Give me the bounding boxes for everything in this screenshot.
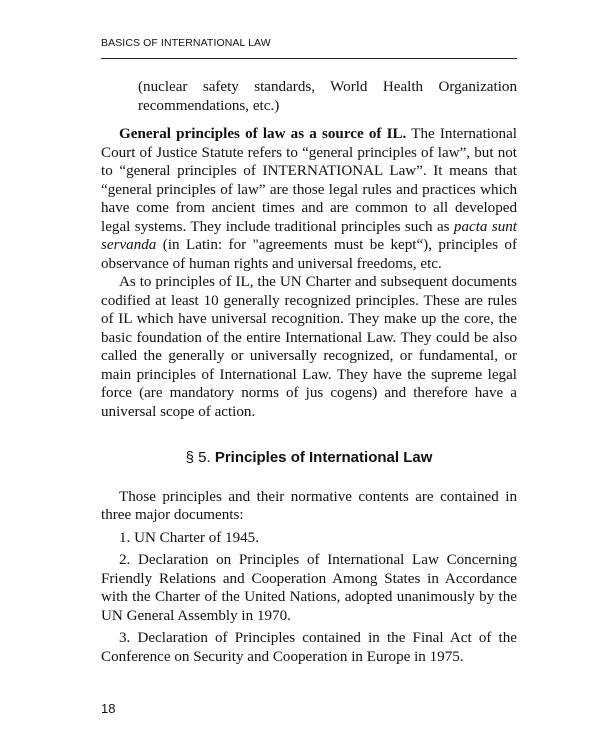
- header-rule: [101, 58, 517, 59]
- document-item-3: 3. Declaration of Principles contained in the Final Act of the Conference on Security and Cooperation in Europe in 1975.: [101, 630, 517, 665]
- general-principles-text-2: (in Latin: for "agreements must be kept“), principles of observance of human rights and universal freedoms, etc.: [101, 237, 517, 272]
- document-item-2: 2. Declaration on Principles of International Law Concerning Friendly Relations and Cooperation Among States in Accordance with the Charter of the United Nations, adopted unanimously by the UN General Assembly in 1970.: [101, 552, 517, 624]
- run-in-heading: General principles of law as a source of IL.: [119, 126, 407, 142]
- continuation-paragraph: (nuclear safety standards, World Health Organization recommendations, etc.): [138, 79, 517, 114]
- section-number: § 5.: [185, 449, 211, 466]
- general-principles-text-1: The International Court of Justice Statute refers to “general principles of law”, but not to “general principles of INTERNATIONAL Law”. It means that “general principles of law” are those legal rules and practices which have come from ancient times and are common to all developed legal systems. They include traditional principles such as: [101, 126, 517, 235]
- section-intro-paragraph: Those principles and their normative contents are contained in three major documents:: [101, 488, 517, 523]
- running-header: BASICS OF INTERNATIONAL LAW: [101, 37, 271, 49]
- section-title: Principles of International Law: [214, 449, 433, 466]
- principles-of-il-paragraph: As to principles of IL, the UN Charter and subsequent documents codified at least 10 generally recognized principles. These are rules of IL which have universal recognition. They make up the core, the basic foundation of the entire International Law. They could be also called the generally or universally recognized, or fundamental, or main principles of International Law. They have the supreme legal force (are mandatory norms of jus cogens) and therefore have a universal scope of action.: [101, 274, 517, 420]
- latin-phrase: pacta sunt servanda: [101, 218, 517, 253]
- document-item-1: 1. UN Charter of 1945.: [119, 529, 260, 546]
- page-number: 18: [101, 701, 116, 716]
- general-principles-paragraph: [101, 125, 517, 273]
- section-heading: [101, 449, 517, 468]
- page-body: [101, 78, 517, 666]
